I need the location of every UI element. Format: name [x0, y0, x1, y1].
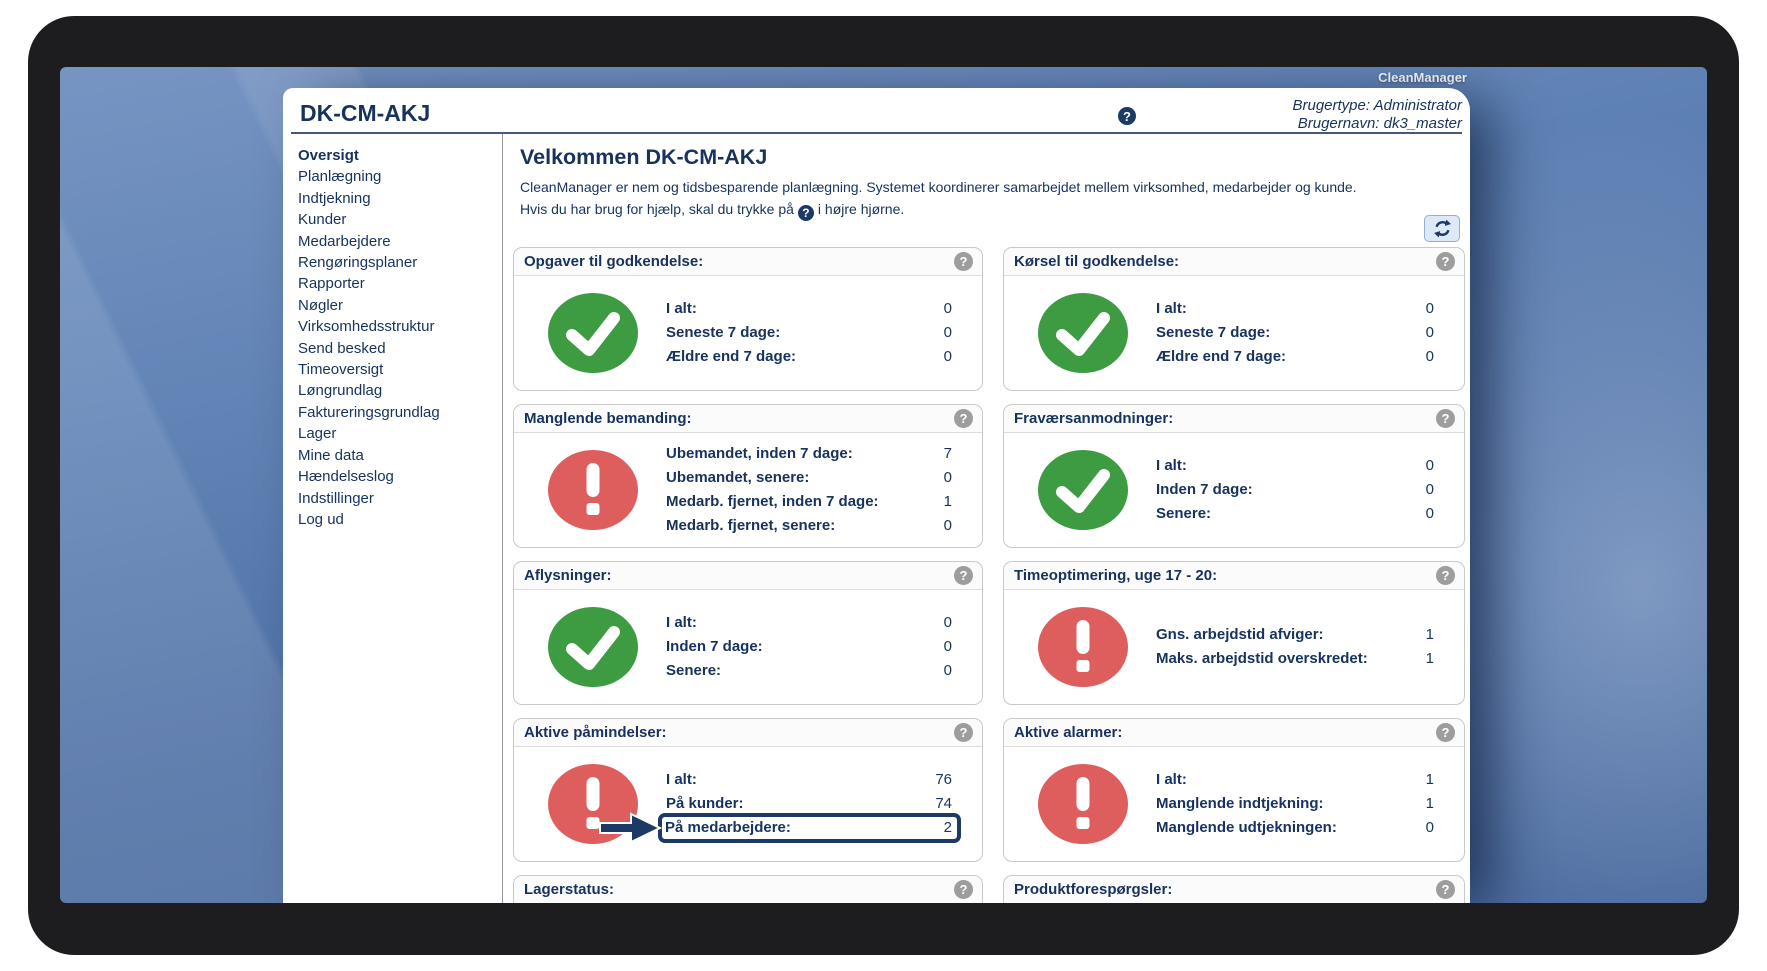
- card-help-icon[interactable]: ?: [1436, 723, 1455, 742]
- stat-value: 76: [935, 771, 952, 788]
- alert-icon: [548, 450, 638, 530]
- stat-row: [666, 659, 952, 683]
- stat-value: 0: [943, 348, 952, 365]
- card-stats: [666, 433, 952, 547]
- card-produktforesp-rgsler: [1003, 875, 1465, 903]
- card-lagerstatus: [513, 875, 983, 903]
- card-aktive-alarmer: [1003, 718, 1465, 862]
- stat-row: [666, 490, 952, 514]
- card-title: Lagerstatus:: [524, 881, 615, 898]
- sidebar-item-h-ndelseslog[interactable]: Hændelseslog: [298, 468, 394, 486]
- card-opgaver-til-godkendelse: [513, 247, 983, 391]
- inline-help-icon: ?: [798, 205, 814, 221]
- card-body: [1004, 747, 1464, 861]
- card-header: [514, 562, 982, 590]
- stat-value: 0: [1425, 481, 1434, 498]
- card-help-icon[interactable]: ?: [1436, 252, 1455, 271]
- card-title: Fraværsanmodninger:: [1014, 410, 1174, 427]
- stat-label: I alt:: [666, 614, 697, 631]
- card-help-icon[interactable]: ?: [954, 723, 973, 742]
- stat-label: Senere:: [1156, 505, 1212, 522]
- help-icon[interactable]: ?: [1118, 107, 1136, 125]
- stat-row: [1156, 478, 1434, 502]
- stat-row: [1156, 816, 1434, 840]
- check-icon: [1038, 293, 1128, 373]
- stat-row-highlighted: [658, 813, 961, 843]
- stat-value: 0: [943, 614, 952, 631]
- stat-label: Manglende udtjekningen:: [1156, 819, 1337, 836]
- stat-row: [1156, 502, 1434, 526]
- card-stats: [1156, 747, 1434, 861]
- stat-row: [1156, 647, 1434, 671]
- sidebar-item-log-ud[interactable]: Log ud: [298, 510, 344, 528]
- card-title: Kørsel til godkendelse:: [1014, 253, 1180, 270]
- card-k-rsel-til-godkendelse: [1003, 247, 1465, 391]
- card-stats: [1156, 276, 1434, 390]
- card-header: [1004, 405, 1464, 433]
- card-body: [1004, 433, 1464, 547]
- stat-row: [1156, 454, 1434, 478]
- stat-value: 0: [1425, 300, 1434, 317]
- sidebar-item-send-besked[interactable]: Send besked: [298, 339, 386, 357]
- stat-row: [1156, 345, 1434, 369]
- card-header: [514, 248, 982, 276]
- stat-label: I alt:: [1156, 300, 1187, 317]
- stat-row: [1156, 297, 1434, 321]
- stat-label: Ældre end 7 dage:: [1156, 348, 1287, 365]
- stat-label: I alt:: [1156, 457, 1187, 474]
- card-body: [514, 590, 982, 704]
- card-help-icon[interactable]: ?: [954, 252, 973, 271]
- intro-line-1: CleanManager er nem og tidsbesparende planlægning. Systemet koordinerer samarbejdet mellem virksomhed, medarbejder og kunde.: [520, 179, 1357, 195]
- card-timeoptimering-uge-17-20: [1003, 561, 1465, 705]
- stat-value: 1: [1425, 650, 1434, 667]
- sidebar-item-faktureringsgrundlag[interactable]: Faktureringsgrundlag: [298, 403, 440, 421]
- check-icon: [548, 607, 638, 687]
- sidebar-item-timeoversigt[interactable]: Timeoversigt: [298, 361, 384, 379]
- stat-label: Seneste 7 dage:: [666, 324, 781, 341]
- stat-value: 0: [943, 324, 952, 341]
- stat-value: 0: [1425, 348, 1434, 365]
- check-icon: [548, 293, 638, 373]
- stat-row: [666, 514, 952, 538]
- sidebar-item-indtjekning[interactable]: Indtjekning: [298, 189, 371, 207]
- stat-value: 0: [943, 469, 952, 486]
- stat-row: [666, 768, 952, 792]
- card-title: Aktive alarmer:: [1014, 724, 1123, 741]
- card-stats: [666, 747, 952, 861]
- card-body: [514, 276, 982, 390]
- stat-row: [666, 345, 952, 369]
- user-name: Brugernavn: dk3_master: [1297, 115, 1462, 132]
- sidebar-item-kunder[interactable]: Kunder: [298, 211, 347, 229]
- card-title: Timeoptimering, uge 17 - 20:: [1014, 567, 1218, 584]
- stat-label: Senere:: [666, 662, 722, 679]
- sidebar-item-medarbejdere[interactable]: Medarbejdere: [298, 232, 391, 250]
- stat-value: 2: [943, 819, 952, 836]
- card-title: Aktive påmindelser:: [524, 724, 667, 741]
- sidebar-item-indstillinger[interactable]: Indstillinger: [298, 489, 374, 507]
- card-help-icon[interactable]: ?: [954, 409, 973, 428]
- stat-value: 74: [935, 795, 952, 812]
- card-body: [514, 747, 982, 861]
- stat-row: [666, 466, 952, 490]
- stat-value: 0: [943, 517, 952, 534]
- stat-row: [1156, 768, 1434, 792]
- card-title: Produktforespørgsler:: [1014, 881, 1173, 898]
- card-help-icon[interactable]: ?: [1436, 880, 1455, 899]
- stat-label: Manglende indtjekning:: [1156, 795, 1324, 812]
- stat-value: 1: [1425, 626, 1434, 643]
- card-title: Aflysninger:: [524, 567, 612, 584]
- card-body: [1004, 276, 1464, 390]
- stat-label: Medarb. fjernet, senere:: [666, 517, 836, 534]
- check-icon: [1038, 450, 1128, 530]
- card-header: [1004, 562, 1464, 590]
- card-stats: [666, 276, 952, 390]
- stat-row: [666, 442, 952, 466]
- card-aflysninger: [513, 561, 983, 705]
- card-title: Opgaver til godkendelse:: [524, 253, 704, 270]
- stat-label: Ubemandet, inden 7 dage:: [666, 445, 853, 462]
- card-header: [514, 719, 982, 747]
- stat-value: 0: [943, 300, 952, 317]
- card-body: [1004, 590, 1464, 704]
- card-help-icon[interactable]: ?: [954, 566, 973, 585]
- user-type: Brugertype: Administrator: [1292, 97, 1462, 114]
- stat-value: 0: [1425, 819, 1434, 836]
- desktop-background: [60, 67, 1707, 903]
- card-help-icon[interactable]: ?: [1436, 566, 1455, 585]
- sidebar-item-n-gler[interactable]: Nøgler: [298, 296, 344, 314]
- stat-value: 1: [1425, 795, 1434, 812]
- stat-value: 0: [1425, 324, 1434, 341]
- card-header: [514, 876, 982, 903]
- stat-label: Gns. arbejdstid afviger:: [1156, 626, 1324, 643]
- stat-label: På medarbejdere:: [665, 819, 791, 836]
- stat-value: 1: [1425, 771, 1434, 788]
- stat-row: [1156, 321, 1434, 345]
- card-body: [514, 433, 982, 547]
- stat-row: [1156, 623, 1434, 647]
- pointer-arrow-icon: [598, 810, 662, 846]
- sidebar-item-lager[interactable]: Lager: [298, 425, 337, 443]
- sidebar-item-planl-gning[interactable]: Planlægning: [298, 168, 382, 186]
- stat-label: Ældre end 7 dage:: [666, 348, 797, 365]
- stat-label: Inden 7 dage:: [666, 638, 763, 655]
- stat-label: På kunder:: [666, 795, 744, 812]
- card-frav-rsanmodninger: [1003, 404, 1465, 548]
- window-title: DK-CM-AKJ: [300, 100, 431, 126]
- stat-label: Ubemandet, senere:: [666, 469, 810, 486]
- stat-row: [666, 297, 952, 321]
- stat-label: Seneste 7 dage:: [1156, 324, 1271, 341]
- stat-value: 0: [1425, 457, 1434, 474]
- stat-label: I alt:: [1156, 771, 1187, 788]
- stat-label: Medarb. fjernet, inden 7 dage:: [666, 493, 879, 510]
- sidebar-item-virksomhedsstruktur[interactable]: Virksomhedsstruktur: [298, 318, 435, 336]
- card-header: [1004, 248, 1464, 276]
- card-title: Manglende bemanding:: [524, 410, 692, 427]
- sidebar-item-oversigt[interactable]: Oversigt: [298, 147, 359, 164]
- card-help-icon[interactable]: ?: [954, 880, 973, 899]
- card-header: [1004, 876, 1464, 903]
- card-stats: [666, 590, 952, 704]
- card-stats: [1156, 590, 1434, 704]
- stat-label: Inden 7 dage:: [1156, 481, 1253, 498]
- card-header: [514, 405, 982, 433]
- sidebar-item-l-ngrundlag[interactable]: Løngrundlag: [298, 382, 383, 400]
- stat-value: 1: [943, 493, 952, 510]
- sidebar-item-reng-ringsplaner[interactable]: Rengøringsplaner: [298, 254, 418, 272]
- stat-row: [1156, 792, 1434, 816]
- stat-value: 0: [943, 638, 952, 655]
- card-stats: [1156, 433, 1434, 547]
- stat-value: 0: [1425, 505, 1434, 522]
- stat-label: Maks. arbejdstid overskredet:: [1156, 650, 1368, 667]
- brand-label: CleanManager: [1378, 70, 1467, 85]
- stat-row: [666, 321, 952, 345]
- page-title: Velkommen DK-CM-AKJ: [520, 145, 768, 169]
- stat-row: [666, 611, 952, 635]
- alert-icon: [1038, 607, 1128, 687]
- card-aktive-p-mindelser: [513, 718, 983, 862]
- card-manglende-bemanding: [513, 404, 983, 548]
- card-help-icon[interactable]: ?: [1436, 409, 1455, 428]
- stat-value: 0: [943, 662, 952, 679]
- sidebar-item-mine-data[interactable]: Mine data: [298, 446, 364, 464]
- intro-line-2: Hvis du har brug for hjælp, skal du trykke på ? i højre hjørne.: [520, 201, 905, 220]
- card-grid: [283, 88, 1470, 903]
- stat-label: I alt:: [666, 300, 697, 317]
- card-header: [1004, 719, 1464, 747]
- app-window: [283, 88, 1470, 903]
- stat-row: [666, 635, 952, 659]
- stat-label: I alt:: [666, 771, 697, 788]
- stat-value: 7: [943, 445, 952, 462]
- alert-icon: [1038, 764, 1128, 844]
- sidebar-item-rapporter[interactable]: Rapporter: [298, 275, 365, 293]
